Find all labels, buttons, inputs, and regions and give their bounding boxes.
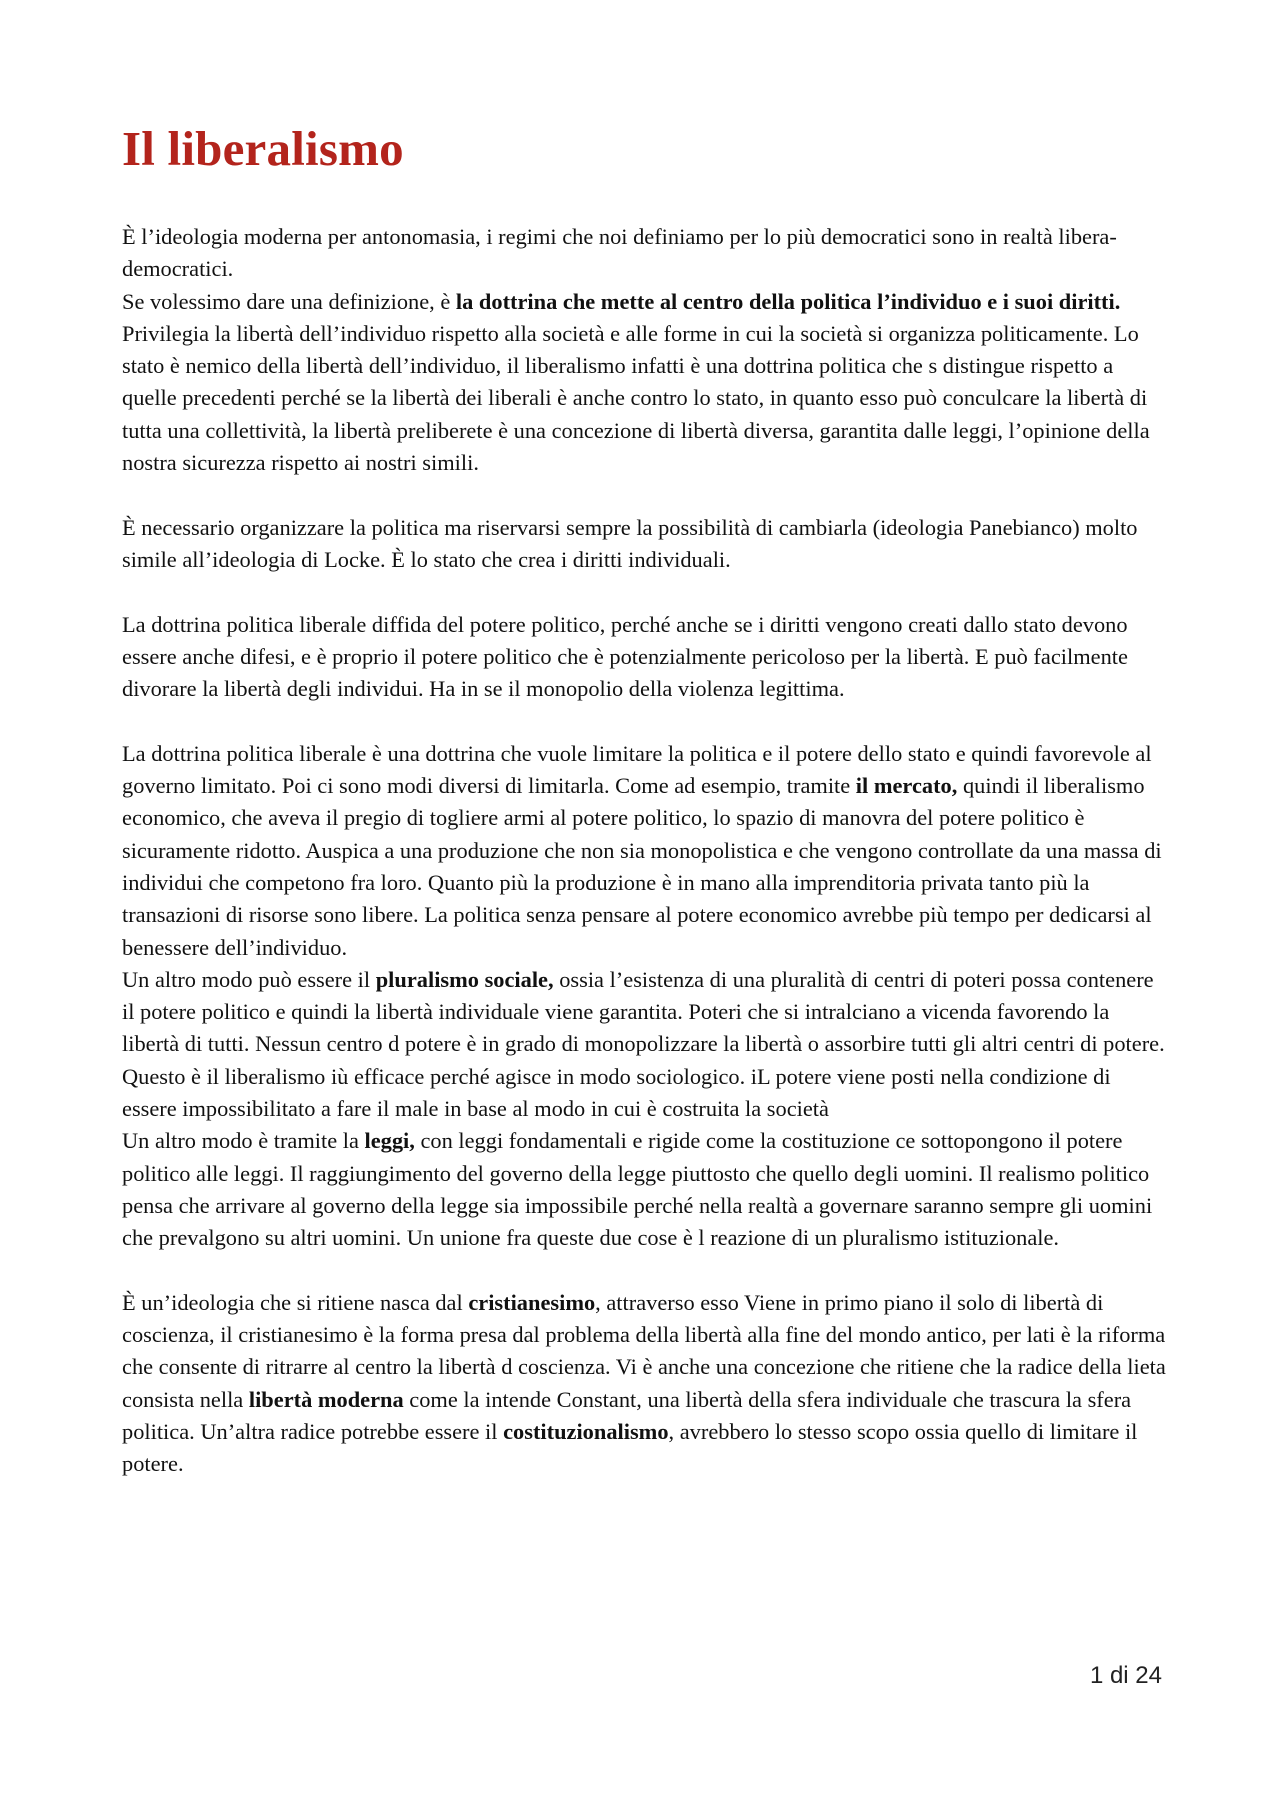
text-run: Privilegia la libertà dell’individuo rispetto alla società e alle forme in cui la società si organizza politicamente. Lo stato è nemico della libertà dell’individuo, il liberalismo infatti è una dottrina politica che s distingue rispetto a quelle precedenti perché se la libertà dei liberali è anche contro lo stato, in quanto esso può conculcare la libertà di tutta una collettività, la libertà preliberete è una concezione di libertà diversa, garantita dalle leggi, l’opinione della nostra sicurezza rispetto ai nostri simili.	[122, 320, 1150, 476]
page-title: Il liberalismo	[122, 121, 404, 176]
text-run: come la intende Constant, una libertà della sfera individuale che trascura la sfera politica. Un’altra radice potrebbe essere il	[122, 1386, 1132, 1444]
document-body	[122, 118, 1170, 1481]
text-run: La dottrina politica liberale è una dottrina che vuole limitare la politica e il potere dello stato e quindi favorevole al governo limitato. Poi ci sono modi diversi di limitarla. Come ad esempio, tramite	[122, 740, 1152, 799]
text-run: , attraverso esso Viene in primo piano il solo di libertà di coscienza, il cristianesimo è la forma presa dal problema della libertà alla fine del mondo antico, per lati è la riforma che consente di ritrarre al centro la libertà d coscienza. Vi è anche una concezione che ritiene che la radice della lieta consista nella	[122, 1289, 1166, 1412]
paragraph-laws	[122, 1125, 1170, 1254]
bold-text-run: il mercato,	[855, 773, 958, 799]
text-run: , avrebbero lo stesso scopo ossia quello di limitare il potere.	[122, 1418, 1138, 1477]
text-run: È un’ideologia che si ritiene nasca dal	[122, 1289, 469, 1315]
bold-text-run: costituzionalismo	[503, 1418, 669, 1444]
text-run: Un altro modo è tramite la	[122, 1128, 365, 1154]
paragraph-social-pluralism	[122, 964, 1170, 1125]
paragraph-political-power	[122, 609, 1170, 706]
bold-text-run: pluralismo sociale,	[375, 966, 554, 992]
bold-text-run: la dottrina che mette al centro della politica l’individuo e i suoi diritti.	[455, 288, 1121, 314]
text-run: Un altro modo può essere il	[122, 966, 376, 992]
bold-text-run: cristianesimo	[468, 1289, 596, 1315]
paragraph-definition	[122, 286, 1170, 480]
text-run: La dottrina politica liberale diffida del potere politico, perché anche se i diritti vengono creati dallo stato devono essere anche difesi, e è proprio il potere politico che è potenzialmente pericoloso per la libertà. E può facilmente divorare la libertà degli individui. Ha in se il monopolio della violenza legittima.	[122, 611, 1128, 702]
paragraph-organization	[122, 512, 1170, 577]
page-number: 1 di 24	[1089, 1662, 1162, 1689]
bold-text-run: leggi,	[364, 1128, 415, 1154]
bold-text-run: libertà moderna	[248, 1386, 404, 1412]
text-run: È l’ideologia moderna per antonomasia, i regimi che noi definiamo per lo più democratici sono in realtà libera-democratici.	[122, 224, 1117, 282]
paragraph-origins	[122, 1287, 1170, 1481]
paragraph-intro	[122, 221, 1170, 286]
text-run: quindi il liberalismo economico, che aveva il pregio di togliere armi al potere politico, lo spazio di manovra del potere politico è sicuramente ridotto. Auspica a una produzione che non sia monopolistica e che vengono controllate da una massa di individui che competono fra loro. Quanto più la produzione è in mano alla imprenditoria privata tanto più la transazioni di risorse sono libere. La politica senza pensare al potere economico avrebbe più tempo per dedicarsi al benessere dell’individuo.	[122, 773, 1162, 960]
paragraph-market	[122, 738, 1170, 964]
text-run: È necessario organizzare la politica ma riservarsi sempre la possibilità di cambiarla (ideologia Panebianco) molto simile all’ideologia di Locke. È lo stato che crea i diritti individuali.	[122, 514, 1138, 572]
text-run: ossia l’esistenza di una pluralità di centri di poteri possa contenere il potere politico e quindi la libertà individuale viene garantita. Poteri che si intralciano a vicenda favorendo la libertà di tutti. Nessun centro d potere è in grado di monopolizzare la libertà o assorbire tutti gli altri centri di potere. Questo è il liberalismo iù efficace perché agisce in modo sociologico. iL potere viene posti nella condizione di essere impossibilitato a fare il male in base al modo in cui è costruita la società	[122, 966, 1165, 1122]
text-run: Se volessimo dare una definizione, è	[122, 288, 456, 314]
text-run: con leggi fondamentali e rigide come la costituzione ce sottopongono il potere politico alle leggi. Il raggiungimento del governo della legge piuttosto che quello degli uomini. Il realismo politico pensa che arrivare al governo della legge sia impossibile perché nella realtà a governare saranno sempre gli uomini che prevalgono su altri uomini. Un unione fra queste due cose è l reazione di un pluralismo istituzionale.	[122, 1128, 1153, 1251]
